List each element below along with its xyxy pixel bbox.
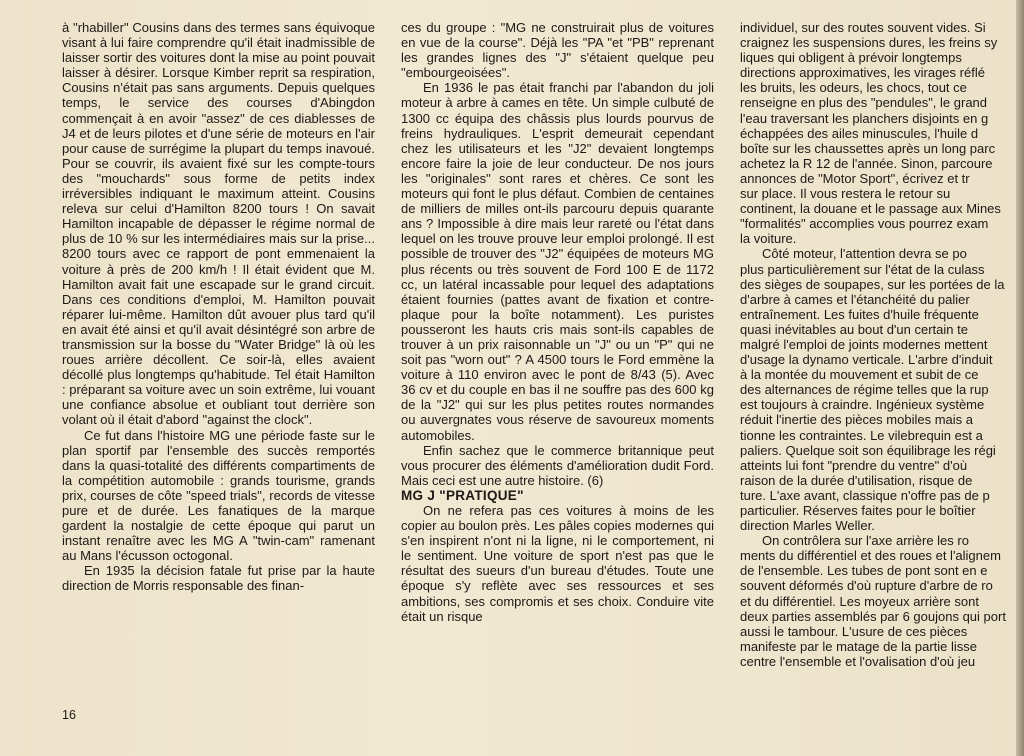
- paragraph: ture. L'axe avant, classique n'offre pas de p: [740, 487, 990, 503]
- paragraph: réduit l'inertie des pièces mobiles mais a: [740, 412, 973, 428]
- text-column-right: [740, 20, 1024, 740]
- paragraph: souvent déformés d'où rupture d'arbre de ro: [740, 578, 993, 594]
- paragraph: échappées des ailes minuscules, l'huile d: [740, 125, 979, 141]
- paragraph: à "rhabiller" Cousins dans des termes sans équivoque visant à lui faire comprendre qu'il était inadmissible de laisser sortir des voitures dont la mise au point pouvait laisser à désirer. Lorsque Kimber reprit sa respiration, Cousins n'était pas sans arguments. Depuis quelques temps, le service des courses d'Abingdon commençait à en avoir "assez" de ces diablesses de J4 et de leurs pilotes et d'une série de moteurs en l'air pour cause de surrégime la plupart du temps inavoué. Pour se couvrir, ils avaient fixé sur les compte-tours des "mouchards" sous forme de petits index irréversibles indiquant le maximum atteint. Cousins releva sur celui d'Hamilton 8200 tours ! On savait Hamilton incapable de dépasser le régime normal de plus de 10 % sur les intermédiaires mais sur la prise... 8200 tours avec ce rapport de pont emmenaient la voiture à près de 200 km/h ! Il était évident que M. Hamilton avait fait une escapade sur le grand circuit. Dans ces conditions d'emploi, M. Hamilton pouvait réparer lui-même. Hamilton dût avouer plus tard qu'il en avait été ainsi et qu'il avait désintégré son arbre de transmission sur la bosse du "Water Bridge" là où les roues arrière décollent. Ce soir-là, elles avaient décollé plus longtemps qu'habitude. Tel était Hamilton : préparant sa voiture avec un soin extrême, lui vouant une confiance absolue et oubliant tout derrière son volant où il était d'abord "against the clock".: [62, 20, 375, 428]
- paragraph: quasi inévitables au bout d'un certain te: [740, 321, 968, 337]
- paragraph: Ce fut dans l'histoire MG une période faste sur le plan sportif par l'ensemble des succès remportés dans la quasi-totalité des différents compartiments de la compétition automobile : grands tourisme, grands prix, courses de côte "speed trials", records de vitesse pure et de durée. Les fanatiques de la marque gardent la nostalgie de cette époque qui parut un instant renaître avec les MG A "twin-cam" ramenant au Mans l'écusson octogonal.: [62, 427, 375, 564]
- paragraph: En 1936 le pas était franchi par l'abandon du joli moteur à arbre à cames en tête. Un simple culbuté de 1300 cc équipa des châssis plus lourds pourvus de freins hydrauliques. L'esprit demeurait cependant chez les utilisateurs et les "J2" devaient longtemps encore faire la joie de leur conducteur. De nos jours les "originales" sont rares et chères. Ce sont les moteurs qui font le plus défaut. Combien de centaines de milliers de milles ont-ils parcouru depuis quarante ans ? Impossible à dire mais leur rareté ou l'état dans lequel on les trouve prouve leur emploi prolongé. Il est possible de trouver des "J2" équipées de moteurs MG plus récents ou très souvent de Ford 100 E de 1172 cc, un latéral incassable pour lequel des adaptations étaient fournies (pattes avant de fixation et contre-plaque pour la boîte notamment). Les puristes pousseront les hauts cris mais sont-ils capables de trouver à un prix raisonnable un "J" ou un "P" qui ne soit pas "worn out" ? A 4500 tours le Ford emmène la voiture à 110 environ avec le pont de 8/43 (5). Avec 36 cv et du couple en bas il ne souffre pas des 600 kg de la "J2" qui sur les plus petites routes normandes ou auvergnates vous réserve de savoureux moments automobiles.: [401, 80, 714, 443]
- paragraph: manifeste par le matage de la partie lisse: [740, 638, 978, 654]
- paragraph: particulier. Réserves faites pour le boîtier: [740, 503, 976, 518]
- paragraph: achetez la R 12 de l'année. Sinon, parcoure: [740, 155, 993, 171]
- paragraph: Côté moteur, l'attention devra se po: [762, 246, 967, 262]
- paragraph: "formalités" accomplies vous pourrez exam: [740, 216, 989, 232]
- paragraph: raison de la durée d'utilisation, risque de: [740, 472, 973, 488]
- paragraph: deux parties assemblés par 6 goujons qui port: [740, 608, 1006, 624]
- paragraph: plus particulièrement sur l'état de la culass: [740, 261, 985, 277]
- paragraph: à la montée du mouvement et subit de ce: [740, 367, 979, 383]
- paragraph: Enfin sachez que le commerce britannique peut vous procurer des éléments d'amélioration dudit Ford. Mais ceci est une autre histoire. (6): [401, 442, 714, 488]
- page-number: 16: [62, 708, 76, 722]
- paragraph: directions approximatives, les virages réflé: [740, 65, 985, 81]
- paragraph: liques qui obligent à prévoir longtemps: [740, 50, 962, 66]
- paragraph: des sièges de soupapes, sur les portées de la: [740, 276, 1005, 292]
- paragraph: On contrôlera sur l'axe arrière les ro: [762, 533, 969, 549]
- paragraph: centre l'ensemble et l'ovalisation d'où jeu: [740, 653, 976, 669]
- paragraph: et du différentiel. Les moyeux arrière sont: [740, 593, 979, 609]
- paragraph: ces du groupe : "MG ne construirait plus de voitures en vue de la course". Déjà les "PA "et "PB" reprenant les grandes lignes des "J" s'étaient quelque peu "embourgeoisées".: [401, 20, 714, 81]
- paragraph: boîte sur les chaussettes après un long parc: [740, 140, 996, 156]
- page-edge-shadow: [1016, 0, 1024, 756]
- paragraph: de l'ensemble. Les tubes de pont sont en e: [740, 563, 988, 579]
- paragraph: sur place. Il vous restera le retour su: [740, 186, 951, 202]
- paragraph: la voiture.: [740, 231, 797, 247]
- paragraph: direction Marles Weller.: [740, 518, 875, 534]
- text-column-middle: [401, 20, 714, 740]
- paragraph: En 1935 la décision fatale fut prise par la haute direction de Morris responsable des finan-: [62, 563, 375, 594]
- paragraph: aussi le tambour. L'usure de ces pièces: [740, 623, 968, 639]
- paragraph: ments du différentiel et des roues et l'alignem: [740, 548, 1001, 564]
- paragraph: individuel, sur des routes souvent vides. Si: [740, 20, 986, 35]
- paragraph: entraînement. Les fuites d'huile fréquente: [740, 306, 979, 322]
- paragraph: tionne les contraintes. Le vilebrequin est a: [740, 427, 983, 443]
- paragraph: les bruits, les odeurs, les chocs, tout ce: [740, 80, 967, 96]
- paragraph: paliers. Quelque soit son équilibrage les régi: [740, 442, 996, 458]
- paragraph: continent, la douane et le passage aux Mines: [740, 201, 1001, 217]
- paragraph: malgré l'emploi de joints modernes mettent: [740, 336, 988, 352]
- paragraph: d'usage la dynamo verticale. L'arbre d'induit: [740, 352, 993, 368]
- paragraph: atteints lui font "prendre du ventre" d'où: [740, 457, 968, 473]
- paragraph: craignez les suspensions dures, les freins sy: [740, 35, 998, 51]
- paragraph: est toujours à craindre. Ingénieux système: [740, 397, 985, 413]
- text-column-left: [62, 20, 375, 710]
- paragraph: On ne refera pas ces voitures à moins de les copier au boulon près. Les pâles copies modernes qui s'en inspirent n'ont ni la ligne, ni le comportement, ni le sentiment. Une voiture de sport n'est pas que le résultat des sueurs d'un bureau d'études. Toute une époque s'y reflète avec ses ressources et ses ambitions, ses compromis et ses choix. Conduire vite était un risque: [401, 503, 714, 624]
- paragraph: annonces de "Motor Sport", écrivez et tr: [740, 170, 970, 186]
- paragraph: l'eau traversant les planchers disjoints en g: [740, 110, 989, 126]
- paragraph: des alternances de régime telles que la rup: [740, 382, 989, 398]
- paragraph: renseigne en plus des "pendules", le grand: [740, 95, 988, 111]
- paragraph: d'arbre à cames et l'étanchéité du palier: [740, 291, 970, 307]
- section-heading: MG J "PRATIQUE": [401, 487, 524, 503]
